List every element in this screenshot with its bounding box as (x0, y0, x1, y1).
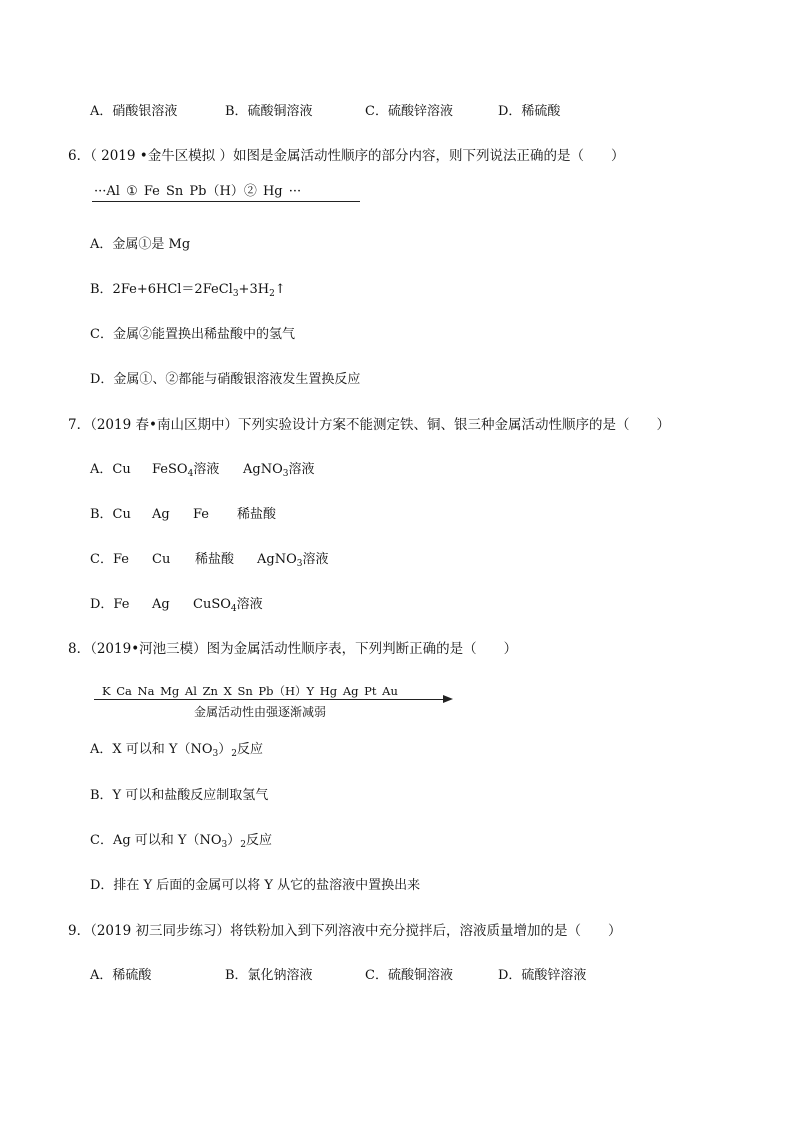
q7-option-a-letter: A．Cu (90, 462, 131, 477)
q7-option-c-reagent3 (257, 550, 329, 574)
q7-option-c-letter: C．Fe (90, 552, 129, 567)
q8-series-text: K Ca Na Mg Al Zn X Sn Pb（H）Y Hg Ag Pt Au (102, 684, 398, 698)
q8-series-arrow-line (94, 699, 444, 700)
q8-activity-series-figure (94, 683, 459, 723)
q6-option-c: C．金属②能置换出稀盐酸中的氢气 (90, 327, 295, 342)
subscript: 4 (230, 604, 237, 614)
q5-option-a: A．硝酸银溶液 (90, 104, 178, 119)
q8-series-caption: 金属活动性由强逐渐减弱 (194, 705, 327, 719)
text: 反应 (246, 833, 273, 848)
subscript: 3 (296, 559, 303, 569)
text: ） (227, 833, 241, 848)
q5-option-d: D．稀硫酸 (498, 104, 561, 119)
q7-option-b-reagent1: Ag (152, 507, 170, 522)
q6-option-b (90, 280, 286, 304)
text: A．X 可以和 Y（NO (90, 742, 213, 757)
q7-option-a-reagent2 (243, 460, 315, 484)
arrow-right-icon (443, 695, 453, 703)
text: C．Ag 可以和 Y（NO (90, 833, 222, 848)
formula: AgNO (243, 462, 283, 477)
suffix: 溶液 (193, 462, 220, 477)
q8-option-b: B．Y 可以和盐酸反应制取氢气 (90, 788, 269, 803)
q8-option-a (90, 740, 263, 764)
q7-option-d-reagent1: Ag (152, 597, 170, 612)
subscript: 3 (212, 749, 219, 759)
text: 反应 (237, 742, 264, 757)
subscript: 2 (231, 749, 238, 759)
q6-option-b-text: B．2Fe+6HCl＝2FeCl (90, 282, 233, 297)
q6-option-b-sub2: 2 (269, 289, 275, 299)
subscript: 3 (282, 469, 289, 479)
q5-option-c: C．硫酸锌溶液 (365, 104, 453, 119)
q6-option-d: D．金属①、②都能与硝酸银溶液发生置换反应 (90, 372, 361, 387)
q6-option-b-sub1: 3 (232, 289, 239, 299)
q6-stem: 6．（ 2019 •金牛区模拟 ）如图是金属活动性顺序的部分内容，则下列说法正确的是（ ） (68, 148, 625, 164)
q8-option-d: D．排在 Y 后面的金属可以将 Y 从它的盐溶液中置换出来 (90, 878, 421, 893)
subscript: 4 (187, 469, 194, 479)
q7-option-b-letter: B．Cu (90, 507, 131, 522)
q8-stem: 8．（2019•河池三模）图为金属活动性顺序表，下列判断正确的是（ ） (68, 641, 518, 657)
suffix: 溶液 (302, 552, 329, 567)
q7-option-b-reagent2: Fe (193, 507, 210, 522)
formula: FeSO (152, 462, 188, 477)
q6-sequence-underline (92, 201, 360, 202)
q7-option-a-reagent1 (152, 460, 219, 484)
q9-stem: 9．（2019 初三同步练习）将铁粉加入到下列溶液中充分搅拌后，溶液质量增加的是（ ） (68, 923, 622, 939)
q6-option-a: A．金属①是 Mg (90, 237, 191, 252)
q6-sequence-text: ···Al ① Fe Sn Pb（H）② Hg ··· (94, 184, 302, 199)
q7-option-d-reagent2 (193, 595, 263, 619)
q9-option-d: D．硫酸锌溶液 (498, 968, 587, 983)
q7-option-b-reagent3: 稀盐酸 (237, 507, 277, 522)
q9-option-b: B．氯化钠溶液 (225, 968, 313, 983)
suffix: 溶液 (288, 462, 315, 477)
formula: AgNO (257, 552, 297, 567)
q5-option-b: B．硫酸铜溶液 (225, 104, 313, 119)
q6-activity-sequence-figure (92, 180, 360, 204)
q9-option-c: C．硫酸铜溶液 (365, 968, 453, 983)
subscript: 2 (240, 840, 247, 850)
q7-option-c-reagent1: Cu (152, 552, 171, 567)
q7-option-c-reagent2: 稀盐酸 (195, 552, 235, 567)
formula: CuSO (193, 597, 231, 612)
q8-option-c (90, 831, 272, 855)
q9-option-a: A．稀硫酸 (90, 968, 152, 983)
q7-stem: 7．（2019 春•南山区期中）下列实验设计方案不能测定铁、铜、银三种金属活动性顺序的是（ ） (68, 417, 670, 433)
text: ） (218, 742, 232, 757)
q6-option-b-arrow: ↑ (274, 282, 286, 297)
subscript: 3 (221, 840, 228, 850)
suffix: 溶液 (236, 597, 263, 612)
q6-option-b-mid: +3H (238, 282, 270, 297)
q7-option-d-letter: D．Fe (90, 597, 130, 612)
